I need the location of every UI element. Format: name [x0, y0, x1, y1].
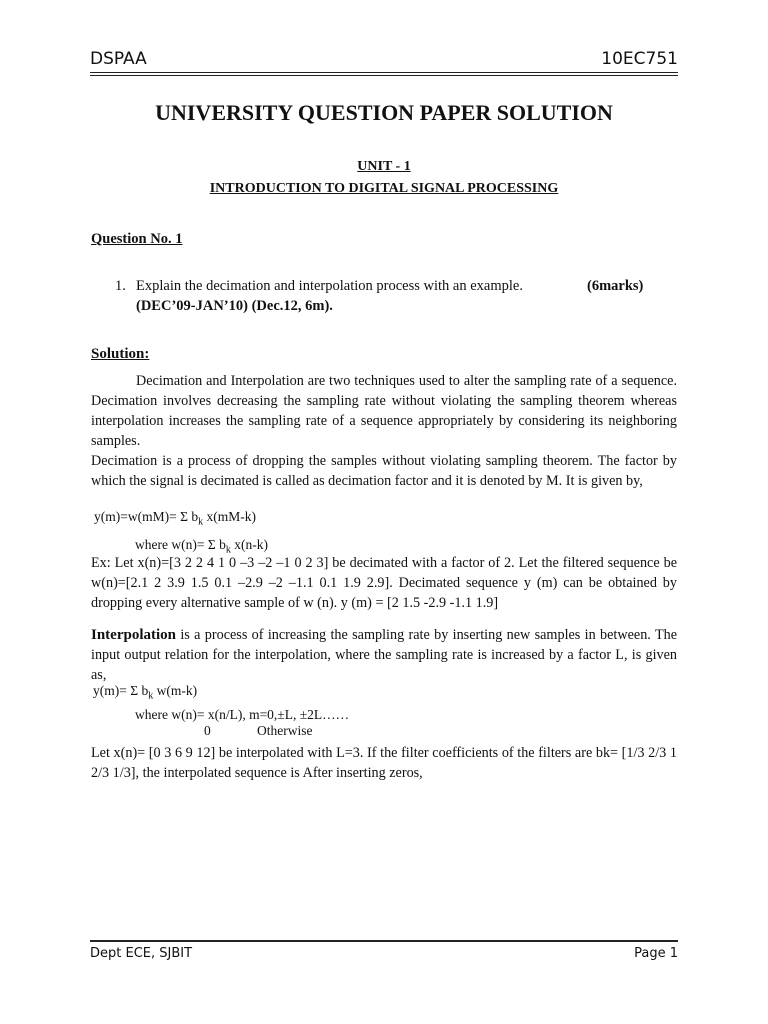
unit-subtitle: INTRODUCTION TO DIGITAL SIGNAL PROCESSING — [209, 181, 559, 196]
page-header — [90, 46, 678, 72]
page-title: UNIVERSITY QUESTION PAPER SOLUTION — [155, 100, 613, 125]
paragraph-interpolation — [91, 625, 677, 685]
question-marks: (6marks) — [587, 278, 644, 294]
eq1-subscript: k — [198, 516, 204, 528]
eq1-rhs: x(mM-k) — [203, 509, 256, 524]
question-number: 1. — [115, 278, 126, 294]
question-label: Question No. 1 — [91, 231, 183, 247]
paragraph-decimation: Decimation is a process of dropping the samples without violating sampling theorem. The factor by which the signal is decimated is called as decimation factor and it is denoted by M. It is given by, — [91, 453, 677, 489]
eq1-lhs: y(m)=w(mM)= Σ b — [94, 509, 199, 524]
paragraph-decimation-example: Ex: Let x(n)=[3 2 2 4 1 0 –3 –2 –1 0 2 3] be decimated with a factor of 2. Let the filtered sequence be w(n)=[2.1 2 3.9 1.5 0.1 –2.9 –2 –1.1 0.1 1.9 2.9]. Decimated sequence y (m) can be obtained by dropping every alternative sample of w (n). y (m) = [2 1.5 -2.9 -1.1 1.9] — [91, 555, 677, 611]
equation-upsampling: where w(n)= x(n/L), m=0,±L, ±2L…… — [135, 707, 350, 722]
footer-department: Dept ECE, SJBIT — [90, 946, 193, 961]
footer-divider — [90, 940, 678, 942]
equation-upsampling-otherwise: Otherwise — [257, 723, 313, 738]
eq3-rhs: w(m-k) — [153, 683, 198, 698]
interpolation-text: is a process of increasing the sampling rate by inserting new samples in between. The input output relation for the interpolation, where the sampling rate is increased by a factor L, is given as, — [91, 627, 677, 683]
question-text: Explain the decimation and interpolation process with an example. — [136, 278, 523, 294]
eq3-lhs: y(m)= Σ b — [93, 683, 149, 698]
paragraph-intro: Decimation and Interpolation are two techniques used to alter the sampling rate of a sequence. Decimation involves decreasing the sampling rate without violating the sampling theorem whereas interpolation increases the sampling rate of a sequence appropriately by considering its neighboring samples. — [91, 373, 677, 449]
page-footer — [90, 944, 678, 966]
header-course-code: 10EC751 — [601, 49, 678, 69]
eq2-lhs: where w(n)= Σ b — [135, 537, 226, 552]
header-divider — [90, 72, 678, 76]
equation-decimation-output — [94, 509, 256, 528]
eq3-subscript: k — [148, 690, 154, 702]
paragraph-interpolation-example: Let x(n)= [0 3 6 9 12] be interpolated with L=3. If the filter coefficients of the filters are bk= [1/3 2/3 1 2/3 1/3], the interpolated sequence is After inserting zeros, — [91, 745, 677, 781]
unit-heading: UNIT - 1 — [357, 159, 411, 174]
equation-upsampling-zero: 0 — [204, 723, 211, 738]
solution-heading: Solution: — [91, 346, 150, 362]
equation-interpolation-output — [93, 683, 197, 702]
eq2-rhs: x(n-k) — [230, 537, 268, 552]
question-exam-reference — [136, 298, 333, 315]
interpolation-keyword: Interpolation — [91, 627, 177, 643]
header-course-name: DSPAA — [90, 49, 147, 69]
exam-ref-b: (Dec.12, 6m). — [251, 298, 333, 314]
exam-ref-a: (DEC’09-JAN’10) — [136, 298, 248, 314]
footer-page-number: Page 1 — [634, 946, 678, 961]
eq2-subscript: k — [225, 544, 231, 556]
